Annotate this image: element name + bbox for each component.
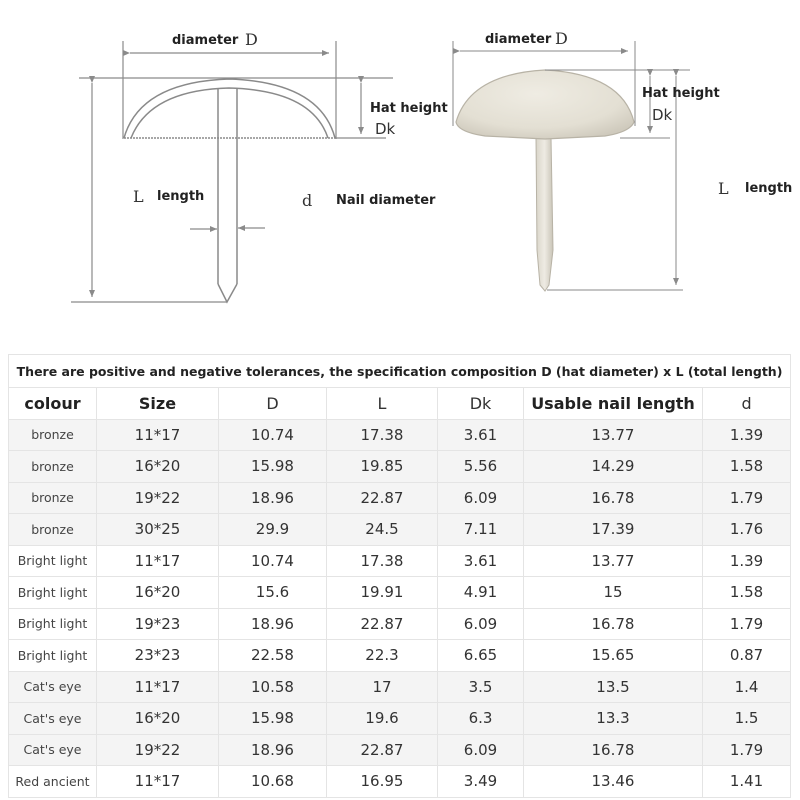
table-caption-row [9, 355, 791, 388]
cell-usable-nail-length: 16.78 [524, 608, 703, 640]
header-colour: colour [9, 388, 97, 420]
left-cap-outline [124, 79, 336, 138]
right-hat-height-symbol: Dk [652, 106, 673, 124]
cell-usable-nail-length: 13.3 [524, 703, 703, 735]
cell-size: 19*22 [97, 482, 219, 514]
cell-colour: bronze [9, 419, 97, 451]
cell-nail-diameter: 1.41 [703, 766, 791, 798]
cell-hat-diameter: 10.68 [219, 766, 327, 798]
cell-total-length: 24.5 [327, 514, 438, 546]
cell-hat-diameter: 15.98 [219, 703, 327, 735]
cell-usable-nail-length: 13.77 [524, 545, 703, 577]
cell-usable-nail-length: 13.46 [524, 766, 703, 798]
cell-nail-diameter: 1.79 [703, 608, 791, 640]
cell-colour: Red ancient [9, 766, 97, 798]
table-row [9, 640, 791, 672]
cell-total-length: 22.87 [327, 482, 438, 514]
cell-colour: Bright light [9, 640, 97, 672]
cell-nail-diameter: 1.79 [703, 734, 791, 766]
cell-colour: bronze [9, 514, 97, 546]
left-length-symbol: L [133, 187, 144, 206]
cell-total-length: 19.85 [327, 451, 438, 483]
right-length-label: length [745, 181, 793, 196]
table-header-row [9, 388, 791, 420]
cell-colour: bronze [9, 482, 97, 514]
right-nail-cap [456, 70, 634, 139]
cell-colour: Bright light [9, 545, 97, 577]
cell-total-length: 22.87 [327, 734, 438, 766]
left-technical-drawing [71, 41, 396, 302]
cell-size: 19*22 [97, 734, 219, 766]
cell-size: 11*17 [97, 419, 219, 451]
cell-hat-height: 6.09 [438, 608, 524, 640]
cell-hat-height: 6.65 [438, 640, 524, 672]
cell-size: 16*20 [97, 451, 219, 483]
header-hat-height: Dk [438, 388, 524, 420]
table-body [9, 419, 791, 797]
left-length-label: length [157, 189, 205, 204]
cell-nail-diameter: 1.5 [703, 703, 791, 735]
right-diameter-label: diameter [485, 32, 552, 47]
cell-usable-nail-length: 15 [524, 577, 703, 609]
left-diameter-symbol: D [245, 30, 258, 49]
right-nail-shank [536, 137, 553, 291]
left-diameter-label: diameter [172, 33, 239, 48]
nail-dimension-diagrams [0, 0, 800, 340]
cell-total-length: 19.6 [327, 703, 438, 735]
cell-total-length: 17.38 [327, 419, 438, 451]
cell-size: 16*20 [97, 577, 219, 609]
left-shank-outline [218, 88, 237, 302]
cell-hat-height: 6.09 [438, 482, 524, 514]
cell-hat-height: 3.5 [438, 671, 524, 703]
cell-hat-diameter: 18.96 [219, 608, 327, 640]
cell-usable-nail-length: 13.5 [524, 671, 703, 703]
table-row [9, 514, 791, 546]
left-nail-diameter-symbol: d [302, 191, 313, 210]
diagram-lines [0, 0, 800, 340]
left-diameter-dimension [123, 41, 336, 139]
left-nail-diameter-label: Nail diameter [336, 193, 436, 208]
cell-usable-nail-length: 14.29 [524, 451, 703, 483]
cell-size: 23*23 [97, 640, 219, 672]
cell-colour: Cat's eye [9, 734, 97, 766]
cell-hat-diameter: 10.74 [219, 419, 327, 451]
cell-nail-diameter: 1.79 [703, 482, 791, 514]
cell-nail-diameter: 0.87 [703, 640, 791, 672]
table-row [9, 451, 791, 483]
cell-size: 19*23 [97, 608, 219, 640]
cell-hat-diameter: 15.98 [219, 451, 327, 483]
cell-hat-diameter: 29.9 [219, 514, 327, 546]
cell-hat-height: 6.09 [438, 734, 524, 766]
cell-hat-diameter: 18.96 [219, 482, 327, 514]
header-usable-nail-length: Usable nail length [524, 388, 703, 420]
specification-table [8, 354, 791, 798]
right-diameter-symbol: D [555, 29, 568, 48]
cell-total-length: 19.91 [327, 577, 438, 609]
table-row [9, 545, 791, 577]
left-hat-height-symbol: Dk [375, 120, 396, 138]
cell-total-length: 22.3 [327, 640, 438, 672]
cell-colour: bronze [9, 451, 97, 483]
cell-hat-height: 3.61 [438, 419, 524, 451]
cell-usable-nail-length: 17.39 [524, 514, 703, 546]
cell-hat-height: 6.3 [438, 703, 524, 735]
cell-hat-diameter: 15.6 [219, 577, 327, 609]
left-hat-height-label: Hat height [370, 101, 448, 116]
table-row [9, 608, 791, 640]
cell-hat-height: 3.49 [438, 766, 524, 798]
table-row [9, 419, 791, 451]
cell-nail-diameter: 1.4 [703, 671, 791, 703]
table-row [9, 703, 791, 735]
cell-size: 30*25 [97, 514, 219, 546]
table-row [9, 482, 791, 514]
cell-hat-diameter: 10.74 [219, 545, 327, 577]
header-hat-diameter: D [219, 388, 327, 420]
cell-size: 11*17 [97, 766, 219, 798]
cell-total-length: 22.87 [327, 608, 438, 640]
cell-total-length: 17 [327, 671, 438, 703]
table-row [9, 577, 791, 609]
cell-hat-height: 7.11 [438, 514, 524, 546]
header-size: Size [97, 388, 219, 420]
table-row [9, 766, 791, 798]
table-row [9, 671, 791, 703]
table-row [9, 734, 791, 766]
cell-hat-diameter: 10.58 [219, 671, 327, 703]
cell-size: 11*17 [97, 545, 219, 577]
table-caption: There are positive and negative tolerances, the specification composition D (hat diameter) x L (total length) [9, 355, 791, 388]
cell-size: 16*20 [97, 703, 219, 735]
cell-hat-height: 3.61 [438, 545, 524, 577]
cell-usable-nail-length: 13.77 [524, 419, 703, 451]
cell-usable-nail-length: 15.65 [524, 640, 703, 672]
cell-colour: Cat's eye [9, 703, 97, 735]
cell-nail-diameter: 1.58 [703, 451, 791, 483]
cell-hat-diameter: 22.58 [219, 640, 327, 672]
cell-size: 11*17 [97, 671, 219, 703]
cell-hat-diameter: 18.96 [219, 734, 327, 766]
cell-nail-diameter: 1.58 [703, 577, 791, 609]
cell-nail-diameter: 1.39 [703, 545, 791, 577]
cell-hat-height: 4.91 [438, 577, 524, 609]
cell-usable-nail-length: 16.78 [524, 734, 703, 766]
cell-colour: Bright light [9, 577, 97, 609]
header-total-length: L [327, 388, 438, 420]
cell-total-length: 16.95 [327, 766, 438, 798]
right-length-symbol: L [718, 179, 729, 198]
cell-total-length: 17.38 [327, 545, 438, 577]
cell-usable-nail-length: 16.78 [524, 482, 703, 514]
cell-colour: Cat's eye [9, 671, 97, 703]
left-nail-diameter-dimension [190, 228, 265, 229]
cell-nail-diameter: 1.76 [703, 514, 791, 546]
cell-hat-height: 5.56 [438, 451, 524, 483]
right-nail-illustration [456, 70, 634, 291]
right-hat-height-label: Hat height [642, 86, 720, 101]
cell-nail-diameter: 1.39 [703, 419, 791, 451]
cell-colour: Bright light [9, 608, 97, 640]
header-nail-diameter: d [703, 388, 791, 420]
